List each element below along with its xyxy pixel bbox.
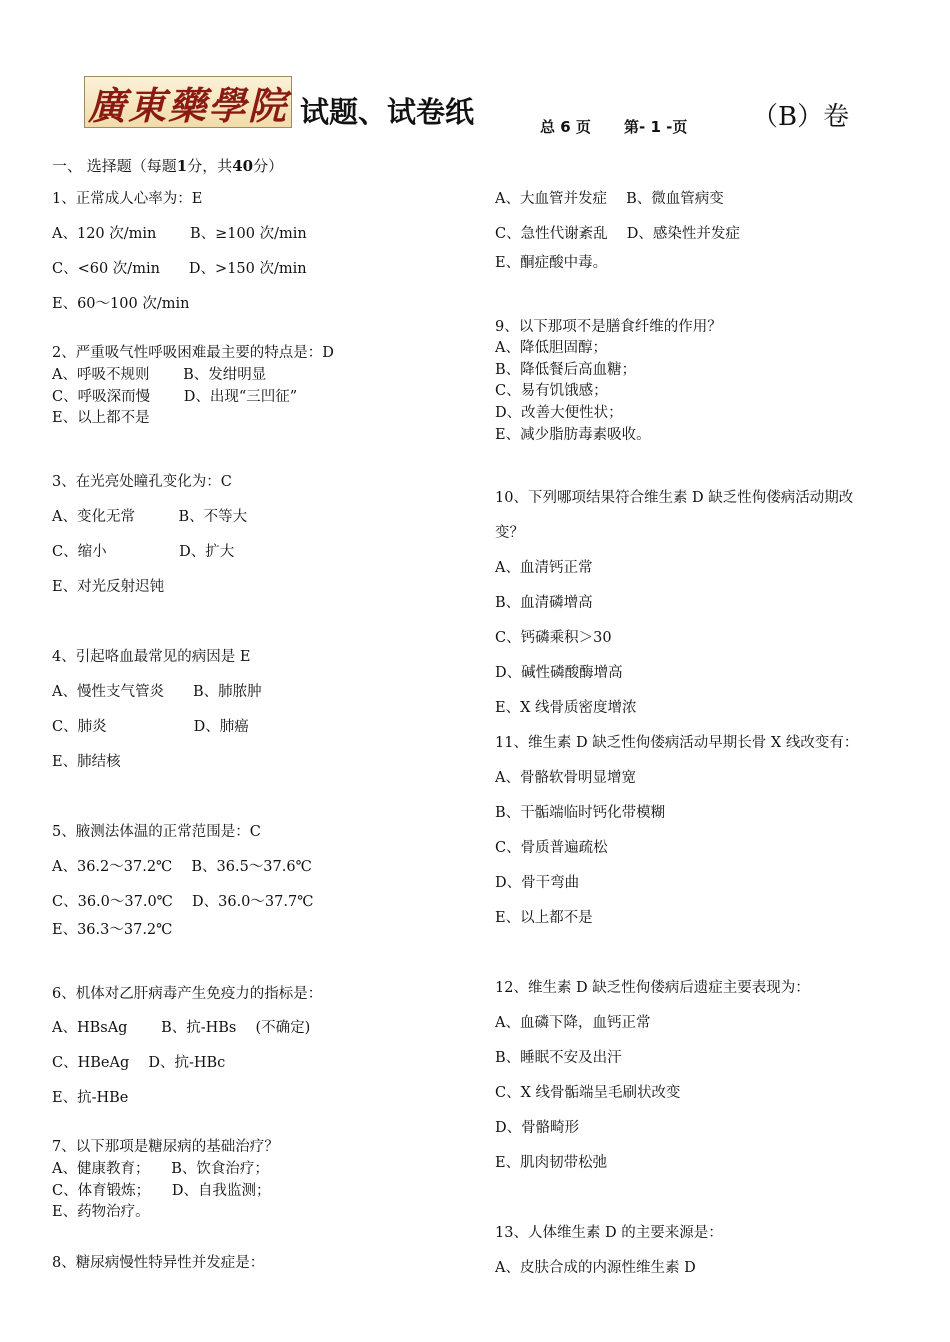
question-line: A、慢性支气管炎 B、肺脓肿 <box>52 684 262 700</box>
question-line: A、健康教育； B、饮食治疗； <box>52 1161 269 1177</box>
section-total: 40 <box>232 157 254 175</box>
question-line: C、急性代谢紊乱 D、感染性并发症 <box>495 226 740 242</box>
question-line: 8、糖尿病慢性特异性并发症是： <box>52 1255 265 1271</box>
question-line: C、易有饥饿感； <box>495 383 608 399</box>
question-line: C、HBeAg D、抗-HBc <box>52 1055 226 1071</box>
question-line: 4、引起咯血最常见的病因是 E <box>52 649 251 665</box>
question-line: C、钙磷乘积＞30 <box>495 630 612 646</box>
question-line: 2、严重吸气性呼吸困难最主要的特点是：D <box>52 345 334 361</box>
question-line: E、以上都不是 <box>495 910 593 926</box>
page-title: 试题、试卷纸 <box>300 95 475 129</box>
question-line: 9、以下那项不是膳食纤维的作用？ <box>495 319 722 335</box>
question-line: E、肌肉韧带松弛 <box>495 1155 608 1171</box>
question-line: A、皮肤合成的内源性维生素 D <box>495 1260 696 1276</box>
question-line: A、36.2～37.2℃ B、36.5～37.6℃ <box>52 859 312 875</box>
question-line: A、120 次/min B、≥100 次/min <box>52 226 307 242</box>
question-line: C、缩小 D、扩大 <box>52 544 235 560</box>
section-score: 1 <box>176 157 188 175</box>
question-line: A、骨骼软骨明显增宽 <box>495 770 636 786</box>
total-pages: 总 6 页 <box>540 118 591 136</box>
question-line: A、降低胆固醇； <box>495 340 607 356</box>
question-line: A、血清钙正常 <box>495 560 593 576</box>
section-heading <box>52 155 283 176</box>
question-line: E、60～100 次/min <box>52 296 190 312</box>
question-line: 5、腋测法体温的正常范围是：C <box>52 824 261 840</box>
question-line: E、减少脂肪毒素吸收。 <box>495 427 651 443</box>
question-line: 变？ <box>495 525 524 541</box>
college-logo <box>84 76 292 128</box>
question-line: E、药物治疗。 <box>52 1204 150 1220</box>
question-line: D、骨骼畸形 <box>495 1120 580 1136</box>
question-line: 13、人体维生素 D 的主要来源是： <box>495 1225 723 1241</box>
question-line: 12、维生素 D 缺乏性佝偻病后遗症主要表现为： <box>495 980 810 996</box>
question-line: E、X 线骨质密度增浓 <box>495 700 637 716</box>
question-line: A、呼吸不规则 B、发绀明显 <box>52 367 267 383</box>
question-line: D、碱性磷酸酶增高 <box>495 665 623 681</box>
section-suffix: 分） <box>253 157 284 175</box>
question-line: B、睡眠不安及出汗 <box>495 1050 622 1066</box>
page-number: 第- 1 -页 <box>624 118 688 136</box>
section-prefix: 一、 选择题（每题 <box>52 157 177 175</box>
question-line: B、降低餐后高血糖； <box>495 362 637 378</box>
question-line: E、肺结核 <box>52 754 121 770</box>
question-line: E、对光反射迟钝 <box>52 579 165 595</box>
question-line: E、以上都不是 <box>52 410 150 426</box>
section-mid: 分，共 <box>187 157 233 175</box>
paper-version: （B）卷 <box>752 102 850 132</box>
question-line: E、36.3～37.2℃ <box>52 922 173 938</box>
question-line: C、呼吸深而慢 D、出现“三凹征” <box>52 389 298 405</box>
question-line: C、36.0～37.0℃ D、36.0～37.7℃ <box>52 894 314 910</box>
question-line: D、改善大便性状； <box>495 405 623 421</box>
question-line: E、抗-HBe <box>52 1090 129 1106</box>
question-line: 1、正常成人心率为：E <box>52 191 203 207</box>
question-line: 6、机体对乙肝病毒产生免疫力的指标是： <box>52 986 323 1002</box>
question-line: 3、在光亮处瞳孔变化为：C <box>52 474 232 490</box>
question-line: E、酮症酸中毒。 <box>495 255 608 271</box>
question-line: 10、下列哪项结果符合维生素 D 缺乏性佝偻病活动期改 <box>495 490 854 506</box>
question-line: D、骨干弯曲 <box>495 875 580 891</box>
question-line: A、变化无常 B、不等大 <box>52 509 248 525</box>
question-line: A、血磷下降，血钙正常 <box>495 1015 651 1031</box>
question-line: A、大血管并发症 B、微血管病变 <box>495 191 724 207</box>
question-line: C、体育锻炼； D、自我监测； <box>52 1183 271 1199</box>
question-line: B、血清磷增高 <box>495 595 593 611</box>
question-line: C、肺炎 D、肺癌 <box>52 719 249 735</box>
question-line: C、X 线骨骺端呈毛刷状改变 <box>495 1085 681 1101</box>
question-line: 7、以下那项是糖尿病的基础治疗？ <box>52 1139 279 1155</box>
question-line: C、<60 次/min D、>150 次/min <box>52 261 307 277</box>
logo-text: 廣東藥學院 <box>87 82 288 128</box>
question-line: 11、维生素 D 缺乏性佝偻病活动早期长骨 X 线改变有： <box>495 735 859 751</box>
question-line: B、干骺端临时钙化带模糊 <box>495 805 666 821</box>
question-line: C、骨质普遍疏松 <box>495 840 608 856</box>
question-line: A、HBsAg B、抗-HBs (不确定) <box>52 1020 311 1036</box>
